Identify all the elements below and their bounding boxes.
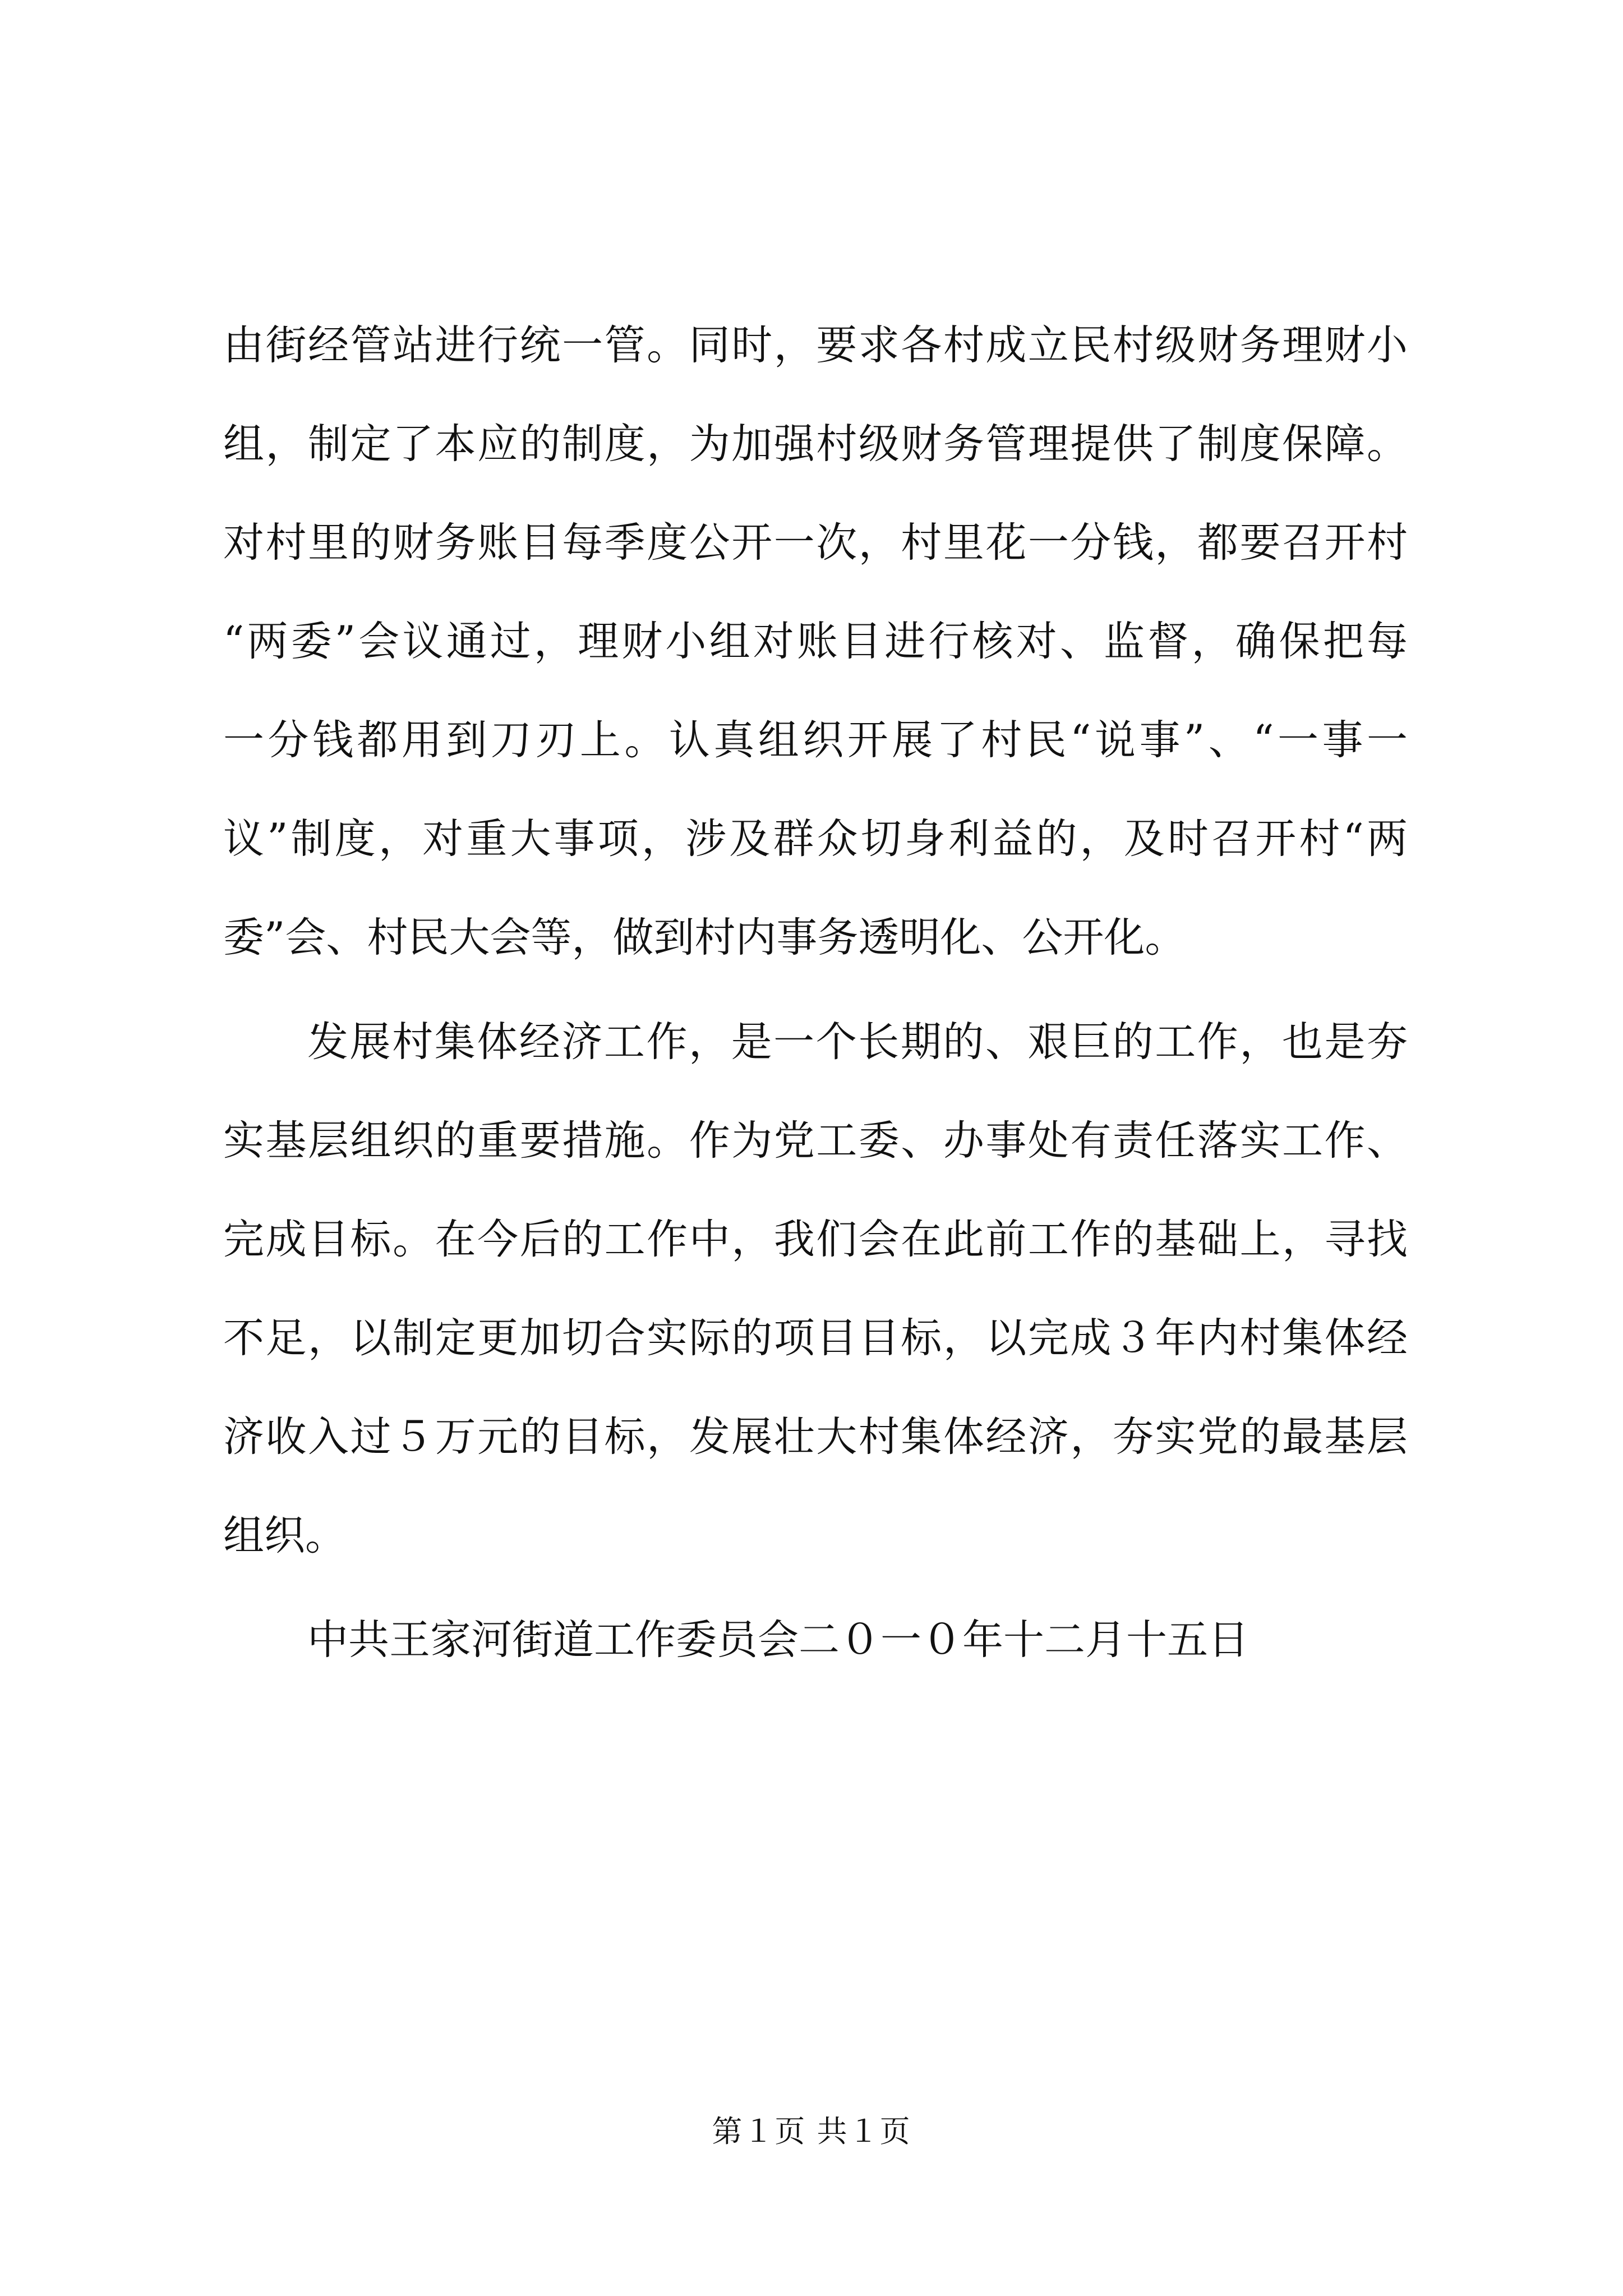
signature-line: 中共王家河街道工作委员会二０一０年十二月十五日 <box>307 1616 1249 1664</box>
text-line: 由街经管站进行统一管。同时，要求各村成立民村级财务理财小 <box>223 321 1408 369</box>
text-line: 组，制定了本应的制度，为加强村级财务管理提供了制度保障。 <box>223 420 1408 468</box>
text-line: “两委”会议通过，理财小组对账目进行核对、监督，确保把每 <box>223 618 1408 665</box>
text-line: 委”会、村民大会等，做到村内事务透明化、公开化。 <box>223 914 1186 961</box>
paragraph-1 <box>223 296 1408 987</box>
text-line: 不足，以制定更加切合实际的项目目标，以完成３年内村集体经 <box>223 1314 1408 1362</box>
text-line: 济收入过５万元的目标，发展壮大村集体经济，夯实党的最基层 <box>223 1413 1408 1461</box>
page-footer: 第１页 共１页 <box>712 2114 911 2149</box>
text-line: 完成目标。在今后的工作中，我们会在此前工作的基础上，寻找 <box>223 1216 1408 1263</box>
text-line: 组织。 <box>223 1512 346 1559</box>
text-line: 议”制度，对重大事项，涉及群众切身利益的，及时召开村“两 <box>223 815 1408 863</box>
paragraph-gap <box>223 1585 1408 1591</box>
paragraph-gap <box>223 987 1408 993</box>
text-line: 对村里的财务账目每季度公开一次，村里花一分钱，都要召开村 <box>223 519 1408 567</box>
text-line: 发展村集体经济工作，是一个长期的、艰巨的工作，也是夯 <box>307 1018 1408 1066</box>
document-body <box>223 296 1408 1690</box>
paragraph-2 <box>223 993 1408 1585</box>
text-line: 实基层组织的重要措施。作为党工委、办事处有责任落实工作、 <box>223 1117 1408 1165</box>
text-line: 一分钱都用到刀刃上。认真组织开展了村民“说事”、“一事一 <box>223 716 1408 764</box>
